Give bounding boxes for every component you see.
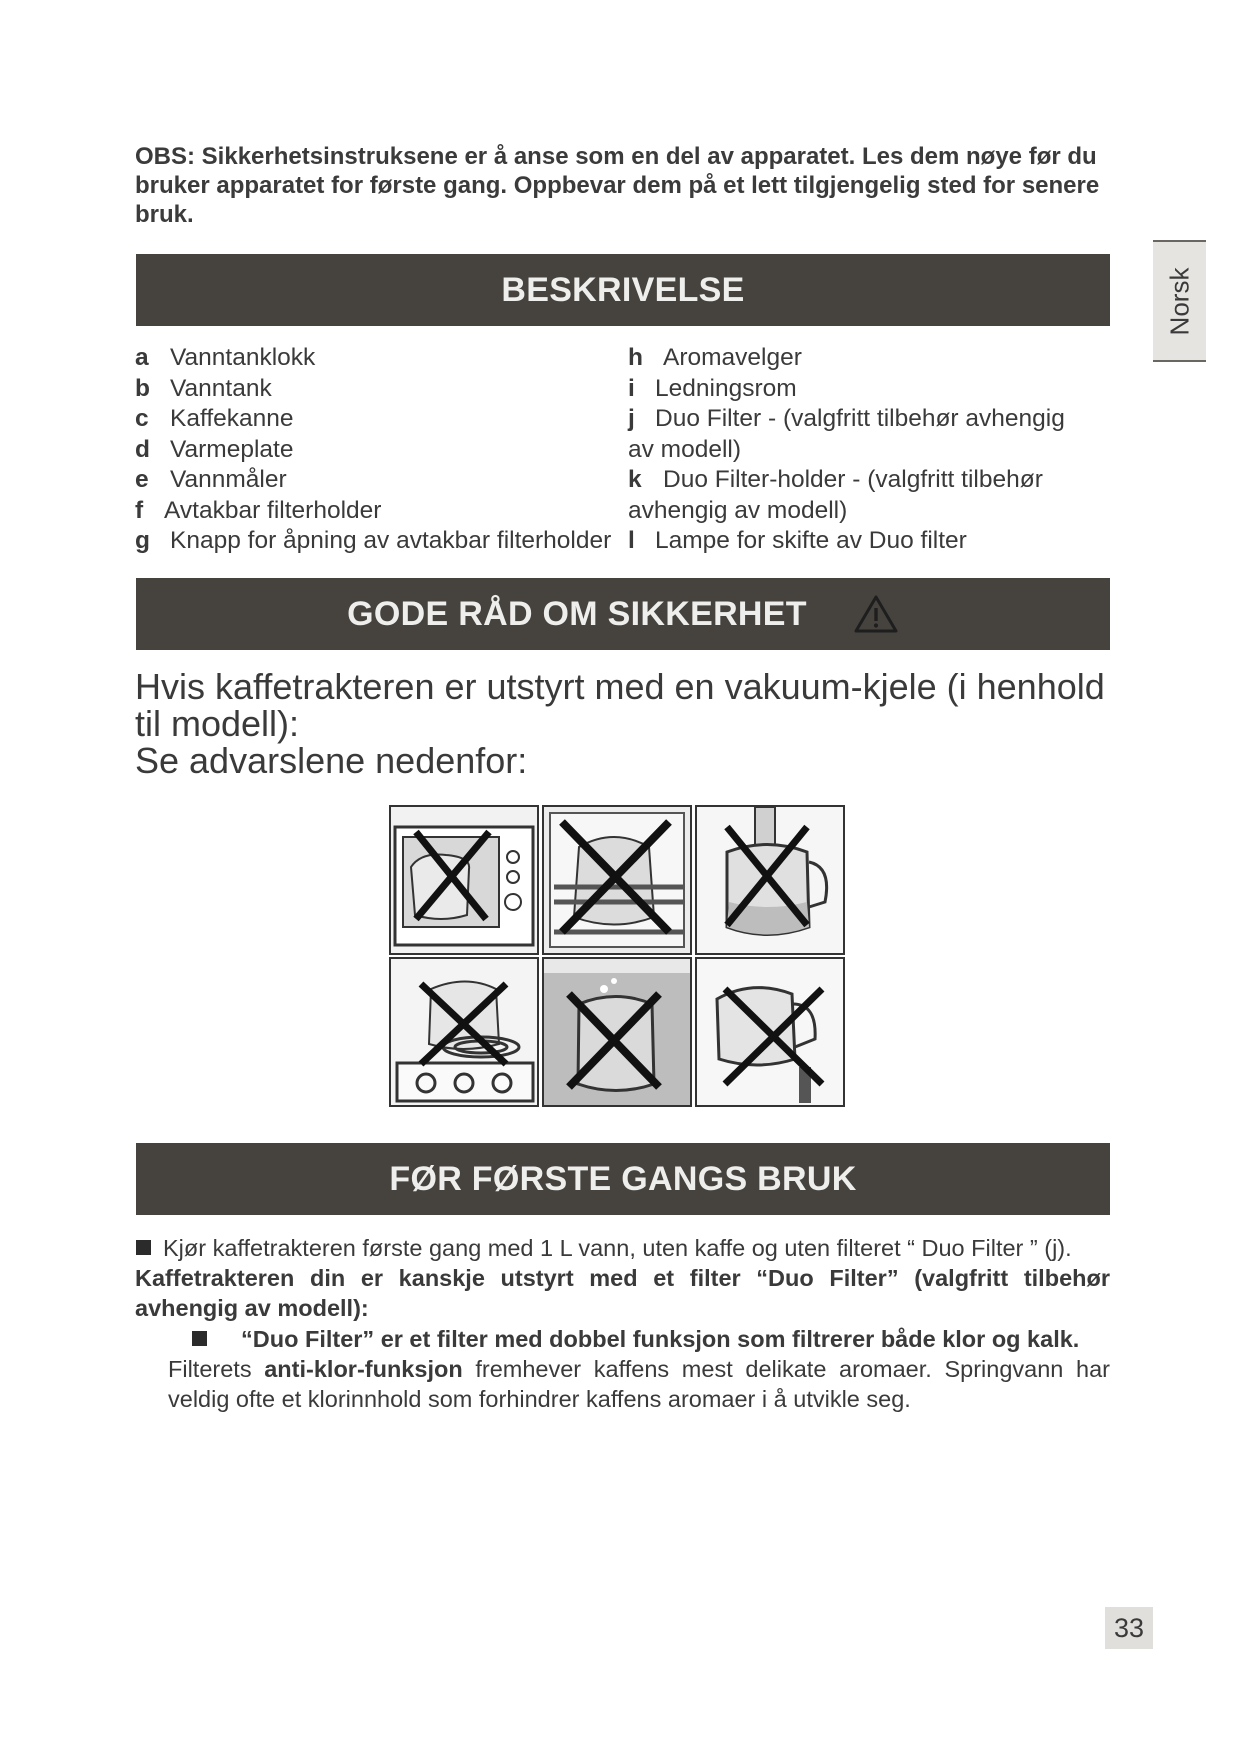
description-list-right: [628, 343, 1065, 557]
bullet-square-icon: [192, 1331, 207, 1346]
duo-filter-bullet: “Duo Filter” er et filter med dobbel funksjon som filtrerer både klor og kalk.: [192, 1324, 1182, 1354]
description-item: c Kaffekanne: [135, 405, 294, 432]
section-title-safety: GODE RÅD OM SIKKERHET: [347, 594, 807, 633]
description-item: i Ledningsrom: [628, 374, 797, 402]
description-item: j Duo Filter - (valgfritt tilbehør avhengig: [628, 405, 1065, 432]
section-title-description: BESKRIVELSE: [501, 270, 745, 309]
language-tab-label: Norsk: [1164, 267, 1194, 335]
obs-notice: OBS: Sikkerhetsinstruksene er å anse som en del av apparatet. Les dem nøye før du bruker apparatet for første gang. Oppbevar dem på et lett tilgjengelig sted for senere bruk.: [135, 143, 1100, 228]
description-list-left: [135, 343, 611, 557]
section-header-safety: [136, 578, 1110, 650]
language-tab: [1153, 240, 1206, 362]
section-header-first-use: [136, 1143, 1110, 1215]
bullet-square-icon: [136, 1240, 151, 1255]
illustration-no-tap-filling: [695, 805, 845, 955]
warning-triangle-icon: [853, 594, 899, 634]
illustration-no-immersion: [542, 957, 692, 1107]
description-item-continuation: av modell): [628, 435, 742, 463]
page-number: 33: [1105, 1607, 1153, 1649]
first-use-bullet: Kjør kaffetrakteren første gang med 1 L vann, uten kaffe og uten filteret “ Duo Filter ” (j).: [136, 1233, 1136, 1263]
illustration-no-direct-heat: [695, 957, 845, 1107]
description-item-continuation: avhengig av modell): [628, 496, 848, 524]
description-item: d Varmeplate: [135, 435, 294, 463]
section-header-description: [136, 254, 1110, 326]
duo-filter-intro: Kaffetrakteren din er kanskje utstyrt med et filter “Duo Filter” (valgfritt tilbehør avhengig av modell):: [135, 1265, 1110, 1321]
duo-filter-description: Filterets anti-klor-funksjon fremhever kaffens mest delikate aromaer. Springvann har veldig ofte et klorinnhold som forhindrer kaffens aromaer i å utvikle seg.: [168, 1356, 1110, 1412]
description-item: k Duo Filter-holder - (valgfritt tilbehør: [628, 466, 1043, 493]
description-item: b Vanntank: [135, 374, 272, 402]
section-title-first-use: FØR FØRSTE GANGS BRUK: [389, 1159, 857, 1198]
description-item: f Avtakbar filterholder: [135, 496, 382, 524]
description-item: g Knapp for åpning av avtakbar filterholder: [135, 527, 612, 554]
safety-subheading: Hvis kaffetrakteren er utstyrt med en vakuum-kjele (i henhold til modell): Se advarslene nedenfor:: [135, 666, 1105, 781]
illustration-no-microwave: [389, 805, 539, 955]
description-item: a Vanntanklokk: [135, 344, 316, 371]
description-item: l Lampe for skifte av Duo filter: [628, 527, 967, 554]
description-item: e Vannmåler: [135, 466, 287, 493]
illustration-no-stovetop: [389, 957, 539, 1107]
illustration-no-dishwasher: [542, 805, 692, 955]
description-item: h Aromavelger: [628, 344, 802, 371]
safety-illustrations: [389, 805, 849, 1113]
